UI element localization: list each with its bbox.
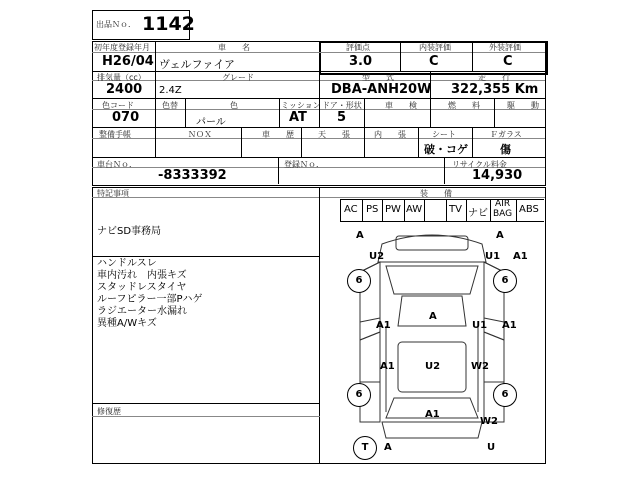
mark-a1-top-right: A1 (513, 251, 528, 262)
history-label: 車 歴 (262, 130, 294, 139)
mark-a1-left-door: A1 (380, 361, 395, 372)
displacement: 2400 (106, 82, 143, 97)
nox-label: ＮＯＸ (188, 130, 212, 139)
model-code: DBA-ANH20W (331, 82, 432, 97)
equip-aw: AW (406, 204, 423, 215)
recycle-fee: 14,930 (472, 168, 523, 183)
mileage: 322,355 Km (451, 82, 539, 97)
equip-ac: AC (344, 204, 358, 215)
seat-label: シート (432, 130, 456, 139)
mark-w2-right-door: W2 (471, 361, 489, 372)
displacement-label: 排気量（cc） (97, 73, 146, 82)
list-item: 異種A/Wキズ (97, 318, 157, 329)
mark-a1-left-fender: A1 (376, 320, 391, 331)
list-item: ルーフピラー一部Pハゲ (97, 294, 203, 305)
mission-label: ミッション (281, 101, 321, 110)
exterior-grade: C (503, 54, 513, 69)
mark-hood: A (429, 311, 437, 322)
mileage-label: 走 行 (478, 73, 510, 82)
equip-tv: TV (449, 204, 462, 215)
exterior-grade-label: 外装評価 (489, 43, 521, 52)
repair-label: 修復歴 (97, 407, 121, 416)
seat: 破・コゲ (424, 143, 468, 156)
mark-w2-rear: W2 (480, 416, 498, 427)
drive-label: 駆 動 (507, 101, 539, 110)
mark-u2-roof: U2 (425, 361, 441, 372)
score-value: 3.0 (349, 54, 373, 69)
car-name: ヴェルファイア (159, 58, 236, 71)
grade: 2.4Z (159, 85, 182, 96)
list-item: ハンドルスレ (97, 258, 157, 269)
tire-rear-left: 6 (347, 383, 371, 407)
car-name-label: 車 名 (218, 43, 250, 52)
chassis-number: -8333392 (158, 168, 227, 183)
interior-grade: C (429, 54, 439, 69)
ceiling-label: 天 張 (318, 130, 350, 139)
registration-year: H26/04 (102, 54, 154, 69)
interior-label: 内 張 (374, 130, 406, 139)
mark-u1-right: U1 (485, 251, 501, 262)
fuel-label: 燃 料 (448, 101, 480, 110)
manual-label: 整備手帳 (99, 130, 131, 139)
spare-tire: T (353, 436, 377, 460)
color: パール (196, 117, 226, 128)
mark-front-right: A (496, 230, 504, 241)
interior-grade-label: 内装評価 (419, 43, 451, 52)
list-item: 車内汚れ 内張キズ (97, 270, 187, 281)
mark-u1-right-fender: U1 (472, 320, 488, 331)
color-code-label: 色コード (102, 101, 134, 110)
door: 5 (337, 110, 347, 125)
tire-rear-right: 6 (493, 383, 517, 407)
mark-a1-right-fender: A1 (502, 320, 517, 331)
inspection-label: 車 検 (385, 101, 417, 110)
notes-list (97, 258, 203, 330)
glass-label: Ｆガラス (490, 130, 522, 139)
lot-number: 1142 (142, 13, 195, 35)
color-swap-label: 色替 (162, 101, 178, 110)
lot-label: 出品Ｎｏ． (96, 20, 136, 29)
mark-u-rear-right: U (487, 442, 496, 453)
recycle-label: リサイクル料金 (452, 160, 507, 169)
mission: AT (289, 110, 307, 125)
tire-front-right: 6 (493, 269, 517, 293)
grade-label: グレード (222, 73, 254, 82)
score-label: 評価点 (346, 43, 370, 52)
glass: 傷 (500, 143, 511, 156)
chassis-label: 車台Ｎｏ． (97, 160, 137, 169)
equip-abs: ABS (519, 204, 539, 215)
equipment-title: 装 備 (420, 189, 452, 198)
registration-label: 登録Ｎｏ． (284, 160, 324, 169)
year-label: 初年度登録年月 (94, 43, 150, 52)
car-damage-diagram (320, 222, 544, 462)
notes-title: 特記事項 (97, 189, 129, 198)
model-label: 型 式 (362, 73, 394, 82)
equip-ps: PS (366, 204, 379, 215)
list-item: スタッドレスタイヤ (97, 282, 187, 293)
mark-a1-rear: A1 (425, 409, 440, 420)
equip-airbag: AIR BAG (493, 199, 513, 219)
mark-u2-left: U2 (369, 251, 385, 262)
equip-navi: ナビ (468, 208, 488, 219)
equip-pw: PW (385, 204, 401, 215)
mark-a-rear-left: A (384, 442, 392, 453)
tire-front-left: 6 (347, 269, 371, 293)
notes-line-navi: ナビSD事務局 (97, 226, 162, 237)
door-label: ドア・形状 (322, 101, 362, 110)
mark-front-left: A (356, 230, 364, 241)
color-code: 070 (112, 110, 140, 125)
color-label: 色 (230, 101, 238, 110)
list-item: ラジエーター水漏れ (97, 306, 187, 317)
